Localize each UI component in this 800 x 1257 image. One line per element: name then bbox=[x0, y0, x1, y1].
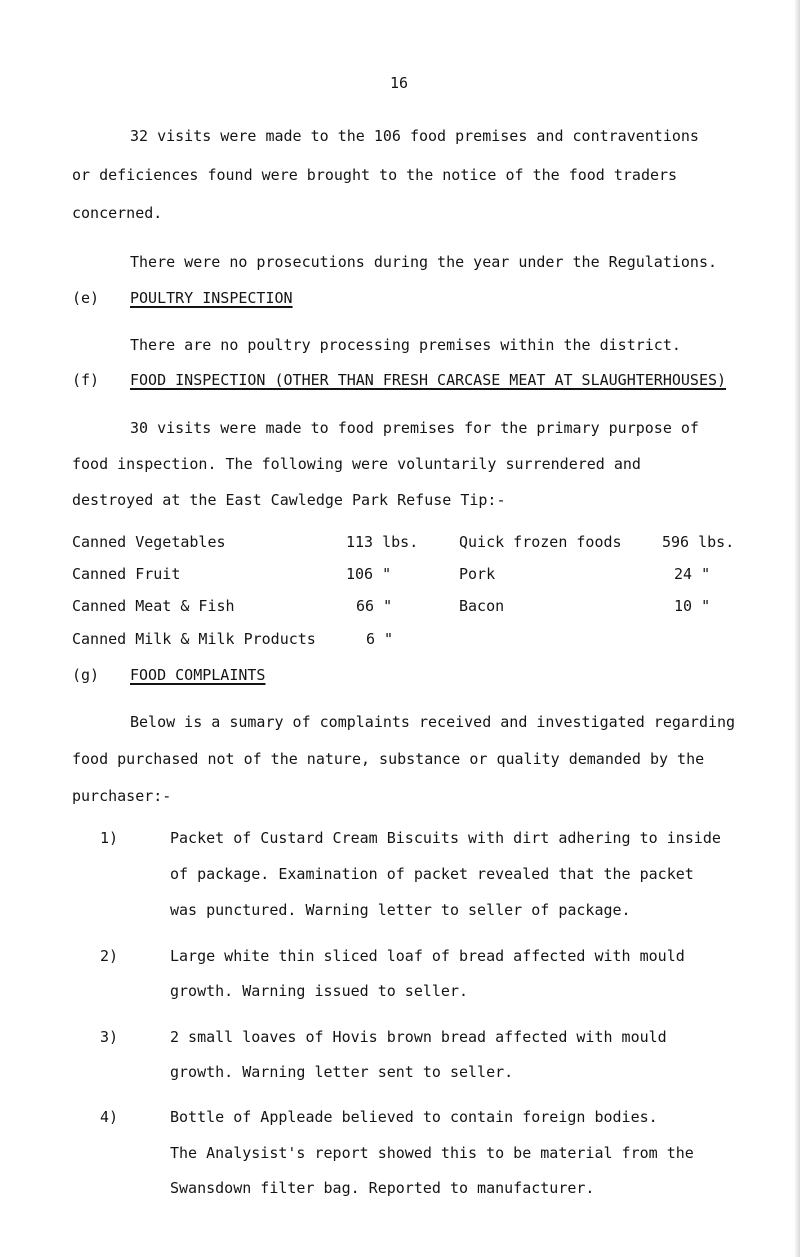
right-item: Bacon bbox=[459, 597, 505, 615]
right-qty: 24 " bbox=[674, 565, 711, 583]
page-edge-shadow bbox=[794, 0, 800, 1257]
intro-line-4: There were no prosecutions during the year under the Regulations. bbox=[130, 253, 717, 271]
intro-line-1: 32 visits were made to the 106 food premises and contraventions bbox=[130, 127, 699, 145]
right-qty: 596 lbs. bbox=[662, 533, 735, 551]
section-f-letter: (f) bbox=[72, 371, 100, 389]
complaint-number: 1) bbox=[100, 829, 119, 847]
section-e-letter: (e) bbox=[72, 289, 100, 307]
complaint-line: The Analysist's report showed this to be material from the bbox=[170, 1144, 694, 1162]
complaint-line: growth. Warning letter sent to seller. bbox=[170, 1063, 514, 1081]
complaint-line: 2 small loaves of Hovis brown bread affected with mould bbox=[170, 1028, 667, 1046]
complaint-number: 3) bbox=[100, 1028, 119, 1046]
intro-line-2: or deficiences found were brought to the notice of the food traders bbox=[72, 166, 678, 184]
complaint-line: of package. Examination of packet revealed that the packet bbox=[170, 865, 694, 883]
section-f-line-1: 30 visits were made to food premises for the primary purpose of bbox=[130, 419, 699, 437]
complaint-line: Packet of Custard Cream Biscuits with dirt adhering to inside bbox=[170, 829, 721, 847]
left-item: Canned Meat & Fish bbox=[72, 597, 235, 615]
section-g-line-1: Below is a sumary of complaints received and investigated regarding bbox=[130, 713, 736, 731]
left-qty: 6 " bbox=[366, 630, 394, 648]
left-qty: 106 " bbox=[346, 565, 392, 583]
complaint-line: was punctured. Warning letter to seller of package. bbox=[170, 901, 631, 919]
right-item: Quick frozen foods bbox=[459, 533, 622, 551]
section-f-line-3: destroyed at the East Cawledge Park Refuse Tip:- bbox=[72, 491, 506, 509]
right-qty: 10 " bbox=[674, 597, 711, 615]
section-e-text: There are no poultry processing premises within the district. bbox=[130, 336, 681, 354]
complaint-line: Swansdown filter bag. Reported to manufacturer. bbox=[170, 1179, 595, 1197]
intro-line-3: concerned. bbox=[72, 204, 163, 222]
left-item: Canned Vegetables bbox=[72, 533, 226, 551]
left-qty: 66 " bbox=[356, 597, 393, 615]
left-item: Canned Milk & Milk Products bbox=[72, 630, 316, 648]
complaint-number: 2) bbox=[100, 947, 119, 965]
complaint-line: Bottle of Appleade believed to contain foreign bodies. bbox=[170, 1108, 658, 1126]
section-f-line-2: food inspection. The following were voluntarily surrendered and bbox=[72, 455, 641, 473]
page-number: 16 bbox=[390, 74, 409, 92]
section-g-letter: (g) bbox=[72, 666, 100, 684]
section-f-heading: FOOD INSPECTION (OTHER THAN FRESH CARCASE MEAT AT SLAUGHTERHOUSES) bbox=[130, 371, 727, 389]
left-item: Canned Fruit bbox=[72, 565, 181, 583]
right-item: Pork bbox=[459, 565, 496, 583]
section-e-heading: POULTRY INSPECTION bbox=[130, 289, 293, 307]
section-g-heading: FOOD COMPLAINTS bbox=[130, 666, 266, 684]
complaint-line: growth. Warning issued to seller. bbox=[170, 982, 469, 1000]
left-qty: 113 lbs. bbox=[346, 533, 419, 551]
section-g-line-2: food purchased not of the nature, substance or quality demanded by the bbox=[72, 750, 705, 768]
section-g-line-3: purchaser:- bbox=[72, 787, 172, 805]
complaint-number: 4) bbox=[100, 1108, 119, 1126]
complaint-line: Large white thin sliced loaf of bread affected with mould bbox=[170, 947, 685, 965]
